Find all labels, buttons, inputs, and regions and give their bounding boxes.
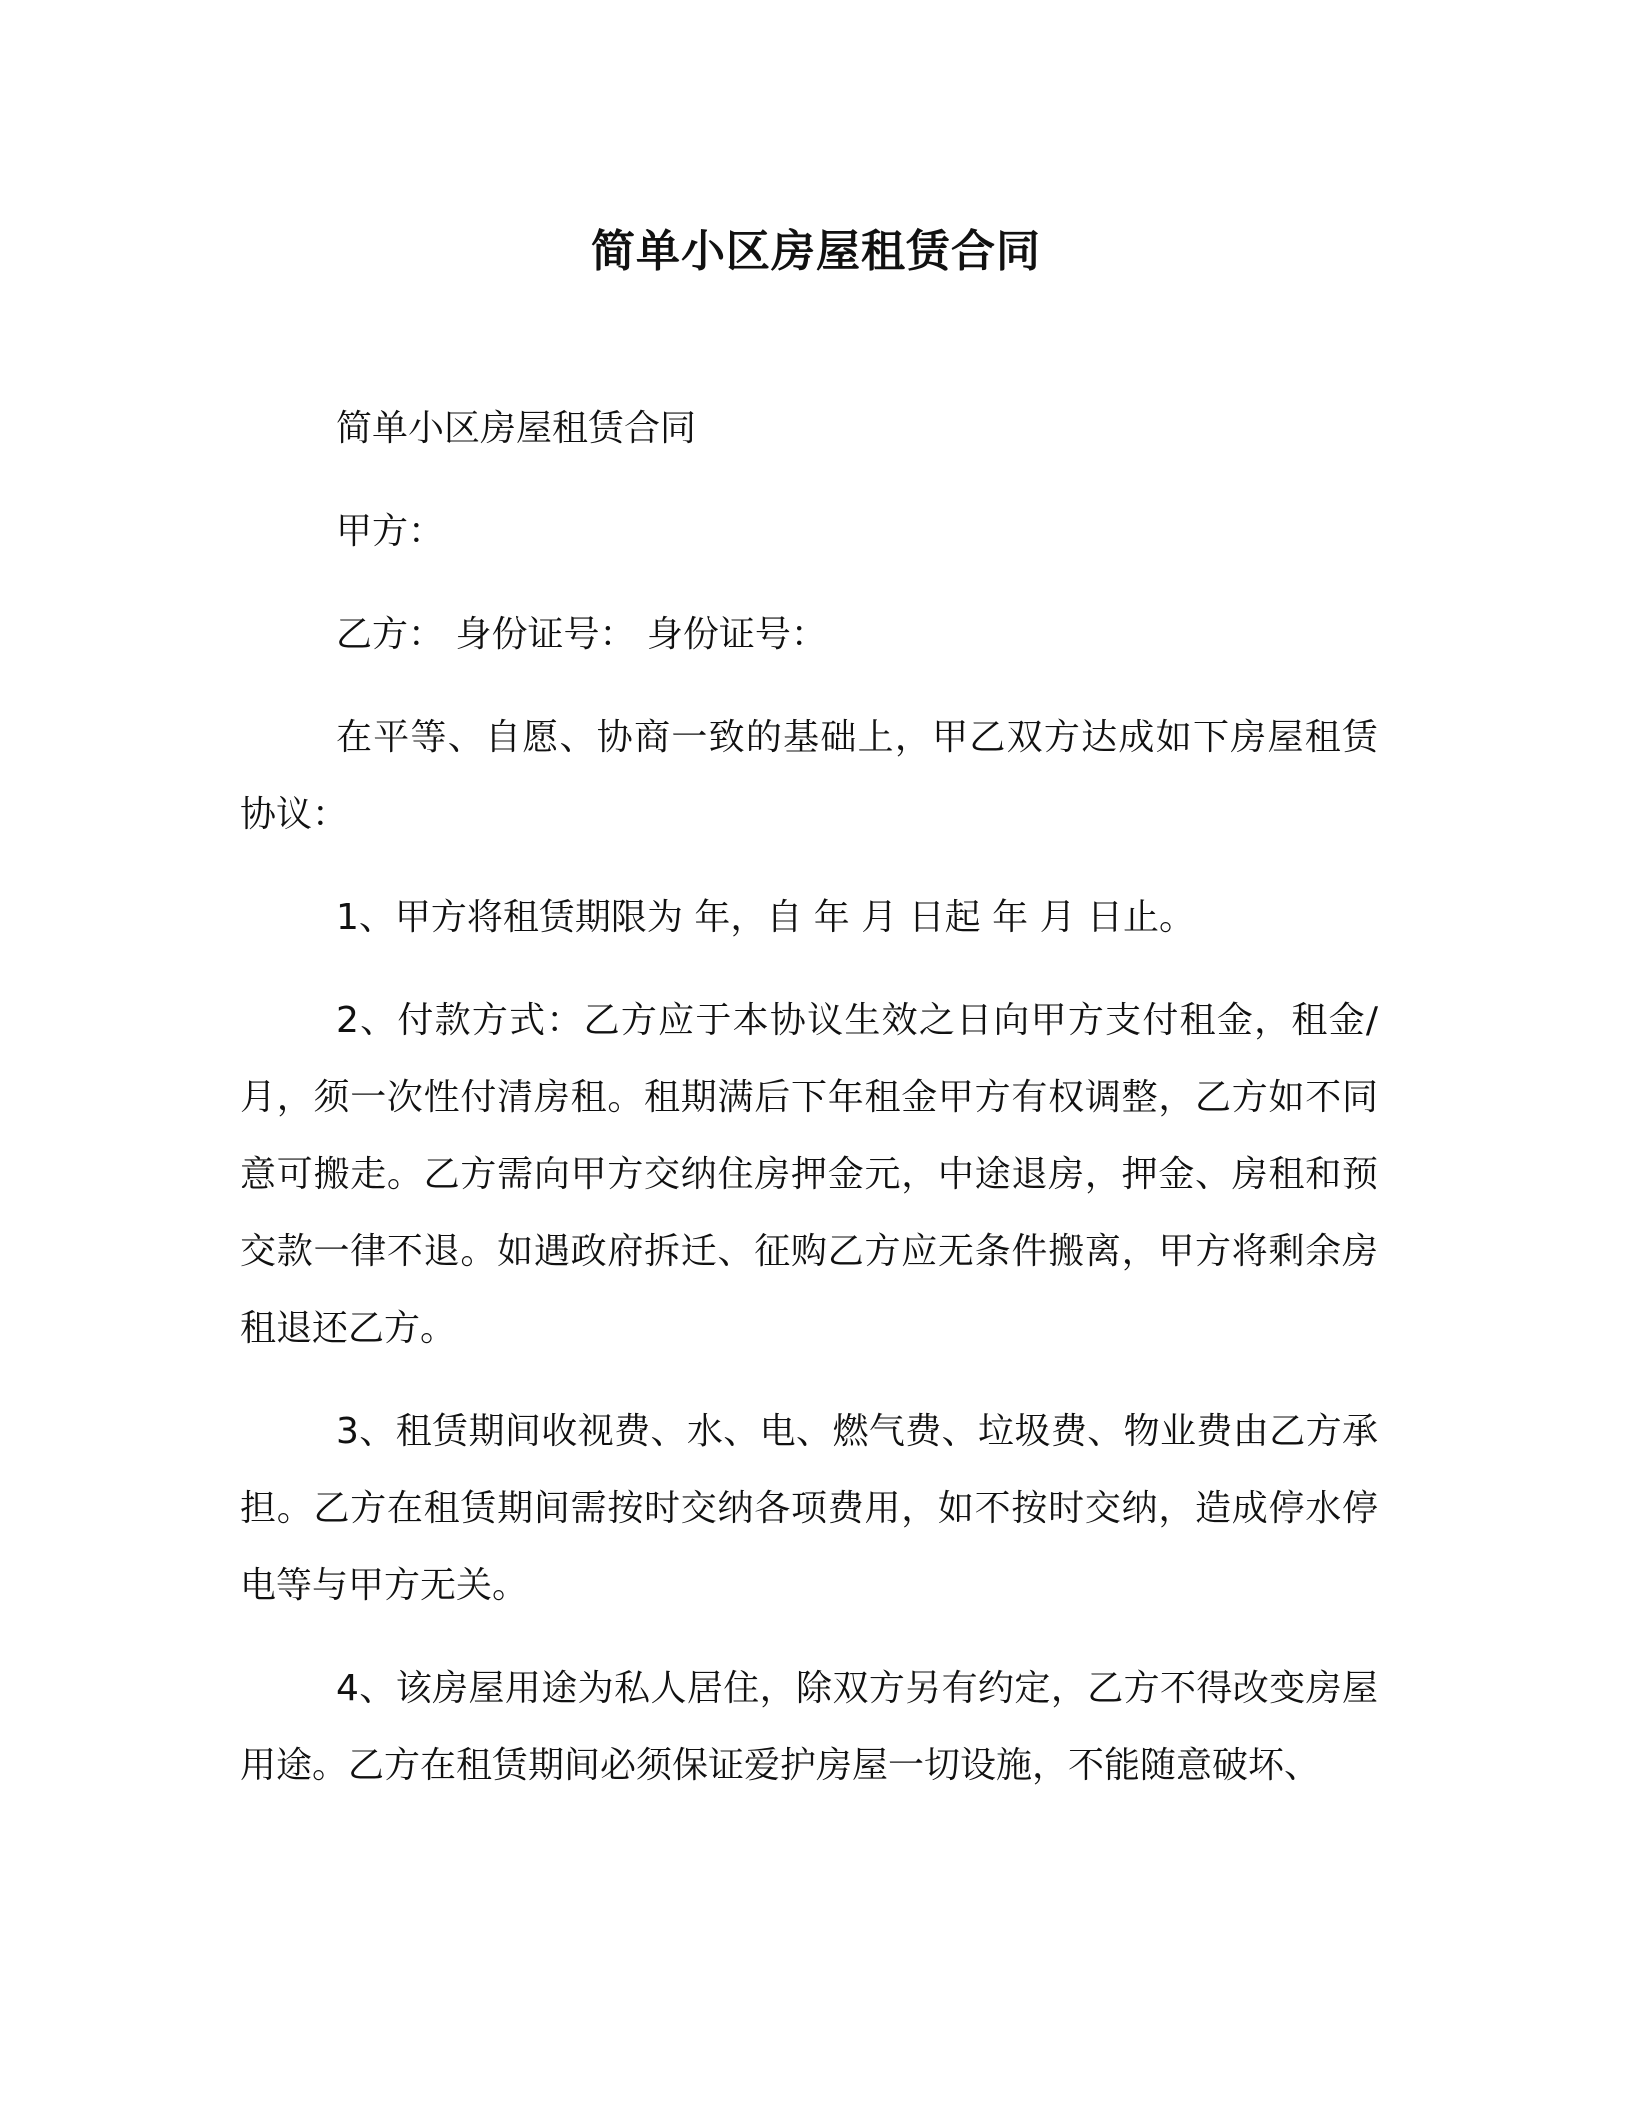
clause-1-paragraph: 1、甲方将租赁期限为 年，自 年 月 日起 年 月 日止。 — [336, 897, 1196, 938]
subtitle-paragraph: 简单小区房屋租赁合同 — [336, 408, 697, 449]
document-title: 简单小区房屋租赁合同 — [591, 226, 1041, 277]
clause-2-paragraph: 2、付款方式：乙方应于本协议生效之日向甲方支付租金，租金/月，须一次性付清房租。租期满后下年租金甲方有权调整，乙方如不同意可搬走。乙方需向甲方交纳住房押金元，中途退房，押金、房租和预交款一律不退。如遇政府拆迁、征购乙方应无条件搬离，甲方将剩余房租退还乙方。 — [240, 1000, 1378, 1349]
intro-paragraph: 在平等、自愿、协商一致的基础上，甲乙双方达成如下房屋租赁协议： — [240, 717, 1378, 835]
party-a-line: 甲方： — [336, 511, 445, 552]
clause-4-paragraph: 4、该房屋用途为私人居住，除双方另有约定，乙方不得改变房屋用途。乙方在租赁期间必须保证爱护房屋一切设施，不能随意破坏、 — [240, 1668, 1378, 1786]
document-body — [240, 390, 1378, 1830]
clause-3-paragraph: 3、租赁期间收视费、水、电、燃气费、垃圾费、物业费由乙方承担。乙方在租赁期间需按时交纳各项费用，如不按时交纳，造成停水停电等与甲方无关。 — [240, 1411, 1378, 1606]
party-b-line: 乙方： 身份证号： 身份证号： — [336, 614, 827, 655]
